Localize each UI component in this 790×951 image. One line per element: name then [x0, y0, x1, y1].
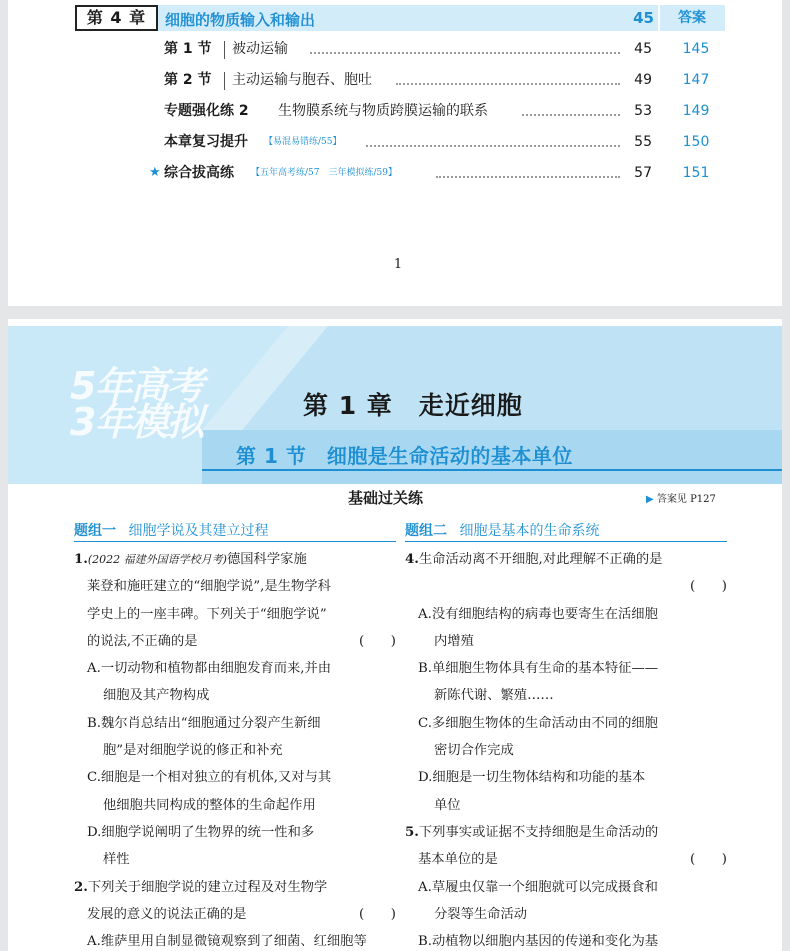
answer-column-header: 答案 — [658, 5, 724, 31]
section-rule — [202, 469, 782, 471]
toc-leader-dots — [366, 145, 620, 147]
toc-row[interactable] — [150, 69, 745, 91]
answer-option[interactable] — [74, 710, 396, 737]
toc-section-name: 主动运输与胞吞、胞吐 — [232, 72, 372, 88]
toc-page — [8, 0, 782, 306]
toc-row[interactable] — [150, 100, 745, 122]
toc-row[interactable] — [150, 131, 745, 153]
toc-leader-dots — [522, 114, 620, 116]
line-text: C.多细胞生物体的生命活动由不同的细胞 — [418, 715, 658, 731]
answer-reference[interactable] — [646, 490, 716, 505]
toc-leader-dots — [310, 52, 620, 54]
line-text: 下列事实或证据不支持细胞是生命活动的 — [418, 824, 659, 840]
answer-reference-text: 答案见 P127 — [656, 494, 716, 505]
question-lines — [405, 546, 727, 951]
question-line — [74, 573, 396, 600]
toc-page-number: 53 — [634, 103, 652, 119]
toc-leader-dots — [436, 176, 620, 178]
question-line — [74, 901, 396, 928]
toc-answer-page: 150 — [682, 134, 710, 150]
chapter-page — [8, 319, 782, 951]
question-line — [405, 846, 727, 873]
toc-note: 【易混易错练/55】 — [264, 137, 342, 147]
question-line — [405, 628, 727, 655]
toc-answer-page: 151 — [682, 165, 710, 181]
answer-blank[interactable]: ( ) — [690, 852, 727, 868]
exercise-heading: 基础过关练 — [348, 489, 424, 507]
section-title: 第 1 节 细胞是生命活动的基本单位 — [236, 444, 573, 468]
line-text: 细胞及其产物构成 — [103, 688, 210, 704]
brand-watermark — [70, 364, 203, 444]
toc-section-label: 第 2 节 — [164, 72, 212, 88]
question-line — [74, 737, 396, 764]
answer-blank[interactable]: ( ) — [359, 633, 396, 649]
toc-page-number: 45 — [634, 41, 652, 57]
group-header — [405, 520, 727, 542]
watermark-line: 5年高考 — [70, 364, 203, 408]
line-text: A.没有细胞结构的病毒也要寄生在活细胞 — [418, 606, 658, 622]
toc-section-label: 本章复习提升 — [164, 134, 248, 150]
line-text: 内增殖 — [434, 633, 474, 649]
chapter-4-title[interactable]: 细胞的物质输入和输出 — [165, 11, 316, 29]
toc-page-number: 49 — [634, 72, 652, 88]
question-line — [405, 573, 727, 600]
chapter-title: 第 1 章 走近细胞 — [303, 391, 523, 420]
question-line — [74, 628, 396, 655]
question-source: (2022 福建外国语学校月考) — [87, 553, 227, 566]
line-text: 单位 — [434, 797, 461, 813]
left-column — [74, 520, 396, 951]
toc-answer-page: 149 — [682, 103, 710, 119]
group-name: 题组一 — [74, 523, 116, 539]
question-line — [74, 601, 396, 628]
group-name: 题组二 — [405, 523, 447, 539]
line-text: 胞”是对细胞学说的修正和补充 — [103, 743, 283, 759]
answer-option[interactable] — [74, 819, 396, 846]
line-text: 学史上的一座丰碑。下列关于“细胞学说” — [87, 606, 327, 622]
line-text: B.魏尔肖总结出“细胞通过分裂产生新细 — [87, 715, 321, 731]
question-line — [405, 737, 727, 764]
answer-blank[interactable]: ( ) — [690, 579, 727, 595]
answer-blank[interactable]: ( ) — [359, 906, 396, 922]
question-number: 1. — [74, 552, 88, 567]
toc-row[interactable] — [150, 162, 745, 184]
question-line — [405, 546, 727, 573]
answer-option[interactable] — [74, 764, 396, 791]
toc-section-label: 综合拔高练 — [164, 165, 234, 181]
chapter-banner — [8, 326, 782, 484]
line-text: 样性 — [103, 852, 130, 868]
answer-option[interactable] — [405, 874, 727, 901]
line-text: 莱登和施旺建立的“细胞学说”,是生物学科 — [87, 579, 331, 595]
question-line — [405, 682, 727, 709]
question-line — [74, 874, 396, 901]
line-text: 下列关于细胞学说的建立过程及对生物学 — [87, 879, 328, 895]
line-text: 新陈代谢、繁殖…… — [434, 688, 554, 704]
question-line — [74, 546, 396, 573]
watermark-line: 3年模拟 — [70, 400, 203, 444]
line-text: 发展的意义的说法正确的是 — [87, 906, 247, 922]
line-text: 的说法,不正确的是 — [87, 633, 198, 649]
arrow-right-icon: ▶ — [646, 494, 654, 505]
chapter-4-tag: 第 4 章 — [75, 5, 158, 31]
chapter-4-page: 45 — [633, 9, 654, 27]
line-text: B.单细胞生物体具有生命的基本特征—— — [418, 661, 659, 677]
toc-separator — [224, 41, 225, 59]
toc-answer-page: 145 — [682, 41, 710, 57]
line-text: 密切合作完成 — [434, 743, 514, 759]
answer-option[interactable] — [405, 764, 727, 791]
line-text: A.草履虫仅靠一个细胞就可以完成摄食和 — [418, 879, 658, 895]
toc-section-name: 被动运输 — [232, 41, 288, 57]
toc-section-name: 生物膜系统与物质跨膜运输的联系 — [278, 103, 488, 119]
line-text: D.细胞是一切生物体结构和功能的基本 — [418, 770, 646, 786]
toc-section-label: 专题强化练 2 — [164, 103, 249, 119]
group-title: 细胞是基本的生命系统 — [459, 523, 600, 539]
line-text: D.细胞学说阐明了生物界的统一性和多 — [87, 824, 315, 840]
line-text: C.细胞是一个相对独立的有机体,又对与其 — [87, 770, 332, 786]
toc-note: 【五年高考练/57 三年模拟练/59】 — [251, 168, 397, 178]
line-text: 生命活动离不开细胞,对此理解不正确的是 — [418, 552, 663, 567]
toc-answer-page: 147 — [682, 72, 710, 88]
toc-page-number: 55 — [634, 134, 652, 150]
toc-page-number: 57 — [634, 165, 652, 181]
answer-option[interactable] — [74, 655, 396, 682]
answer-option[interactable] — [405, 710, 727, 737]
answer-option[interactable] — [74, 928, 396, 951]
question-line — [405, 819, 727, 846]
toc-row[interactable] — [150, 38, 745, 60]
group-title: 细胞学说及其建立过程 — [128, 523, 269, 539]
right-column — [405, 520, 727, 951]
line-text: 德国科学家施 — [226, 552, 307, 567]
question-line — [405, 901, 727, 928]
question-line — [74, 682, 396, 709]
toc-leader-dots — [396, 83, 620, 85]
line-text: B.动植物以细胞内基因的传递和变化为基 — [418, 934, 659, 950]
line-text: A.一切动物和植物都由细胞发育而来,并由 — [87, 661, 332, 677]
page-number: 1 — [393, 257, 403, 272]
question-line — [74, 846, 396, 873]
line-text: 基本单位的是 — [418, 852, 498, 868]
answer-option[interactable] — [405, 655, 727, 682]
group-header — [74, 520, 396, 542]
question-line — [74, 792, 396, 819]
toc-section-label: 第 1 节 — [164, 41, 212, 57]
question-line — [405, 792, 727, 819]
line-text: 分裂等生命活动 — [434, 906, 528, 922]
answer-option[interactable] — [405, 928, 727, 951]
line-text: 他细胞共同构成的整体的生命起作用 — [103, 797, 316, 813]
question-number: 2. — [74, 879, 88, 895]
question-number: 5. — [405, 824, 419, 840]
answer-option[interactable] — [405, 601, 727, 628]
question-number: 4. — [405, 552, 419, 567]
line-text: A.维萨里用自制显微镜观察到了细菌、红细胞等 — [87, 934, 367, 950]
toc-separator — [224, 72, 225, 90]
star-icon: ★ — [149, 165, 161, 180]
question-lines — [74, 546, 396, 951]
